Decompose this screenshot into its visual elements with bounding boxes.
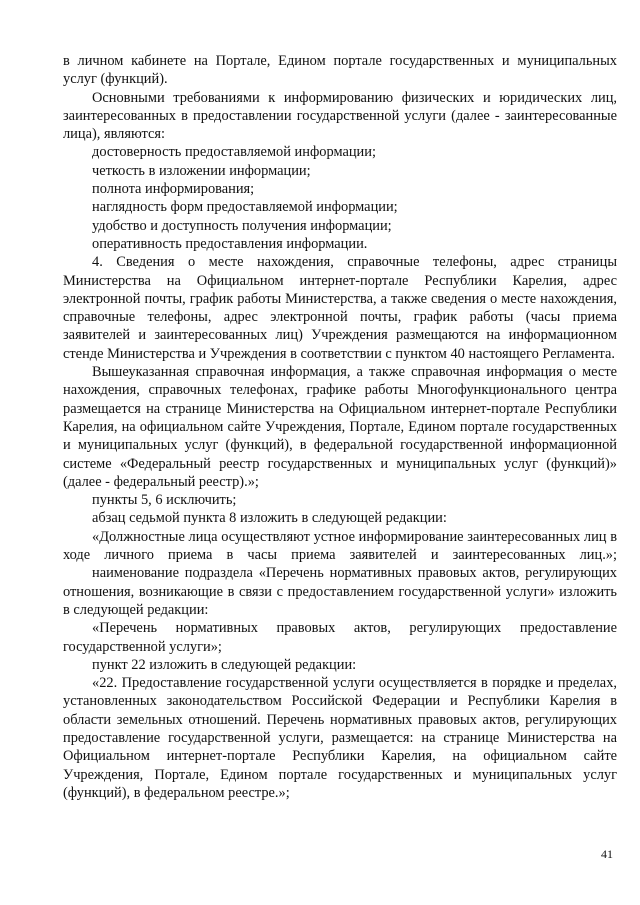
paragraph-item-22-intro: пункт 22 изложить в следующей редакции: [92,656,357,673]
list-item-visibility: наглядность форм предоставляемой информации; [92,199,398,216]
list-item-promptness: оперативность предоставления информации. [92,235,368,252]
list-item-completeness: полнота информирования; [92,181,255,198]
list-item-accessibility: удобство и доступность получения информации; [92,217,392,234]
paragraph-subsection-title-quote: «Перечень нормативных правовых актов, регулирующих предоставление государственной услуги»; [63,620,617,655]
paragraph-reference-info: Вышеуказанная справочная информация, а также справочная информация о месте нахождения, справочных телефонах, графике работы Многофункционального центра размещается на странице Министерства на Официальном интернет-портале Республики Карелия, на официальном сайте Учреждения, Портале, Едином портале государственных и муниципальных услуг (функций), в федеральной государственной информационной системе «Федеральный реестр государственных и муниципальных услуг (функций)» (далее - федеральный реестр).»; [63,364,617,490]
page-number: 41 [601,847,613,861]
paragraph-continuation: в личном кабинете на Портале, Едином портале государственных и муниципальных услуг (функций). [63,53,617,88]
list-item-reliability: достоверность предоставляемой информации; [92,144,376,161]
paragraph-requirements-intro: Основными требованиями к информированию физических и юридических лиц, заинтересованных в предоставлении государственной услуги (далее - заинтересованные лица), являются: [63,89,617,143]
paragraph-item-8-quote: «Должностные лица осуществляют устное информирование заинтересованных лиц в ходе личного приема в часы приема заявителей и заинтересованных лиц.»; [63,528,617,564]
list-item-clarity: четкость в изложении информации; [92,162,311,179]
paragraph-item-8-intro: абзац седьмой пункта 8 изложить в следующей редакции: [92,510,447,527]
paragraph-subsection-title-intro: наименование подраздела «Перечень нормативных правовых актов, регулирующих отношения, возникающие в связи с предоставлением государственной услуги» изложить в следующей редакции: [63,565,617,618]
document-body [63,52,617,802]
paragraph-exclude-items: пункты 5, 6 исключить; [92,492,237,509]
paragraph-item-4: 4. Сведения о месте нахождения, справочные телефоны, адрес страницы Министерства на Официальном интернет-портале Республики Карелия, адрес электронной почты, график работы Министерства, а также сведения о месте нахождения, справочные телефоны, адрес электронной почты, график работы (часы приема заявителей и заинтересованных лиц) Учреждения размещаются на информационном стенде Министерства и Учреждения в соответствии с пунктом 40 настоящего Регламента. [63,254,617,362]
paragraph-item-22-quote: «22. Предоставление государственной услуги осуществляется в порядке и пределах, установленных законодательством Российской Федерации и Республики Карелия в области земельных отношений. Перечень нормативных правовых актов, регулирующих предоставление государственной услуги, размещается: на странице Министерства на Официальном интернет-портале Республики Карелия, на официальном сайте Учреждения, Портале, Едином портале государственных и муниципальных услуг (функций), в федеральном реестре.»; [63,675,617,801]
